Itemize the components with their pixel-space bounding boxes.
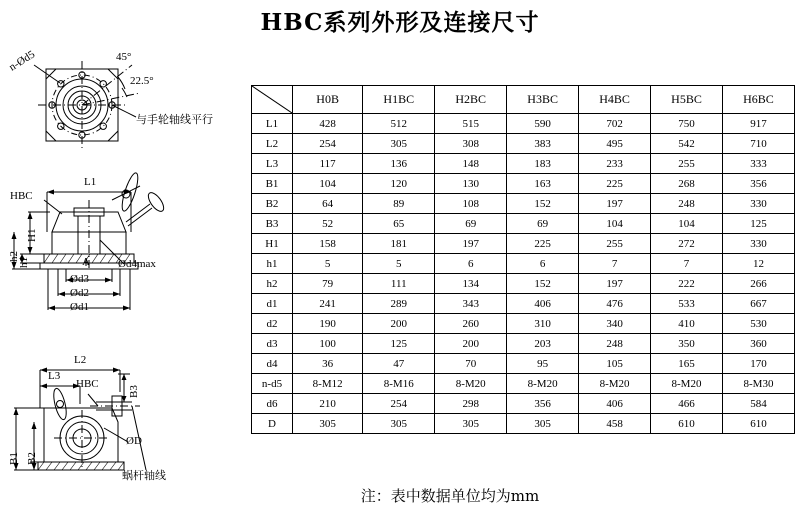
cell: 120 (363, 174, 435, 194)
row-label: d1 (252, 294, 293, 314)
cell: 8-M30 (722, 374, 794, 394)
cell: 590 (507, 114, 579, 134)
cell: 170 (722, 354, 794, 374)
cell: 272 (651, 234, 723, 254)
cell: 12 (722, 254, 794, 274)
cell: 268 (651, 174, 723, 194)
flange-face-svg (8, 55, 243, 160)
label-D: ØD (126, 435, 142, 447)
cell: 266 (722, 274, 794, 294)
row-label: B2 (252, 194, 293, 214)
label-L1: L1 (84, 176, 97, 188)
col-header-2: H2BC (435, 86, 507, 114)
cell: 152 (507, 274, 579, 294)
label-d3: Ød3 (70, 273, 89, 285)
table-row (252, 354, 795, 374)
cell: 383 (507, 134, 579, 154)
cell: 6 (507, 254, 579, 274)
cell: 305 (363, 134, 435, 154)
table-row (252, 334, 795, 354)
cell: 163 (507, 174, 579, 194)
cell: 125 (722, 214, 794, 234)
row-label: D (252, 414, 293, 434)
spec-table (251, 85, 795, 434)
cell: 330 (722, 234, 794, 254)
col-header-0: H0B (293, 86, 363, 114)
label-A: A (82, 256, 90, 268)
cell: 52 (293, 214, 363, 234)
cell: 305 (435, 414, 507, 434)
table-row (252, 314, 795, 334)
cell: 917 (722, 114, 794, 134)
col-header-3: H3BC (507, 86, 579, 114)
table-head (252, 86, 795, 114)
table-corner-cell (252, 86, 293, 114)
cell: 190 (293, 314, 363, 334)
cell: 710 (722, 134, 794, 154)
label-B3: B3 (128, 385, 140, 398)
row-label: L2 (252, 134, 293, 154)
label-h2: h2 (8, 251, 20, 262)
cell: 165 (651, 354, 723, 374)
cell: 8-M12 (293, 374, 363, 394)
cell: 702 (579, 114, 651, 134)
cell: 750 (651, 114, 723, 134)
cell: 111 (363, 274, 435, 294)
label-angle-45: 45° (116, 51, 132, 63)
cell: 584 (722, 394, 794, 414)
label-worm-axis: 蜗杆轴线 (122, 469, 166, 482)
cell: 100 (293, 334, 363, 354)
cell: 95 (507, 354, 579, 374)
cell: 130 (435, 174, 507, 194)
cell: 410 (651, 314, 723, 334)
cell: 8-M16 (363, 374, 435, 394)
label-angle-22-5: 22.5° (130, 75, 154, 87)
cell: 340 (579, 314, 651, 334)
cell: 183 (507, 154, 579, 174)
cell: 255 (651, 154, 723, 174)
cell: 104 (293, 174, 363, 194)
cell: 64 (293, 194, 363, 214)
row-label: d2 (252, 314, 293, 334)
cell: 289 (363, 294, 435, 314)
cell: 65 (363, 214, 435, 234)
row-label: d4 (252, 354, 293, 374)
front-elevation-svg (0, 170, 250, 335)
cell: 79 (293, 274, 363, 294)
cell: 197 (579, 274, 651, 294)
cell: 225 (507, 234, 579, 254)
cell: 70 (435, 354, 507, 374)
table-row (252, 154, 795, 174)
cell: 105 (579, 354, 651, 374)
page-title: HBC系列外形及连接尺寸 (260, 9, 540, 36)
cell: 148 (435, 154, 507, 174)
cell: 350 (651, 334, 723, 354)
cell: 69 (507, 214, 579, 234)
cell: 356 (507, 394, 579, 414)
table-row (252, 414, 795, 434)
cell: 36 (293, 354, 363, 374)
side-elevation-drawing (0, 350, 250, 500)
cell: 8-M20 (435, 374, 507, 394)
cell: 428 (293, 114, 363, 134)
label-L2: L2 (74, 354, 87, 366)
front-elevation-drawing (0, 170, 250, 335)
table-row (252, 294, 795, 314)
cell: 47 (363, 354, 435, 374)
table-body (252, 114, 795, 434)
label-HBC-side: HBC (76, 378, 99, 390)
cell: 248 (579, 334, 651, 354)
cell: 210 (293, 394, 363, 414)
cell: 136 (363, 154, 435, 174)
table-row (252, 134, 795, 154)
cell: 152 (507, 194, 579, 214)
cell: 134 (435, 274, 507, 294)
cell: 343 (435, 294, 507, 314)
table-row (252, 274, 795, 294)
row-label: L1 (252, 114, 293, 134)
cell: 104 (579, 214, 651, 234)
label-HBC-front: HBC (10, 190, 33, 202)
cell: 254 (363, 394, 435, 414)
cell: 260 (435, 314, 507, 334)
cell: 330 (722, 194, 794, 214)
table-row (252, 254, 795, 274)
cell: 298 (435, 394, 507, 414)
cell: 458 (579, 414, 651, 434)
flange-face-drawing (6, 48, 243, 160)
units-footnote: 注：表中数据单位均为mm (360, 487, 540, 505)
row-label: h1 (252, 254, 293, 274)
label-B2: B2 (26, 452, 38, 465)
cell: 200 (435, 334, 507, 354)
cell: 181 (363, 234, 435, 254)
cell: 667 (722, 294, 794, 314)
table-row (252, 194, 795, 214)
cell: 248 (651, 194, 723, 214)
row-label: L3 (252, 154, 293, 174)
label-H1: H1 (26, 228, 38, 242)
label-d1: Ød1 (70, 301, 89, 313)
cell: 310 (507, 314, 579, 334)
table-row (252, 214, 795, 234)
cell: 125 (363, 334, 435, 354)
label-n-d5: n-Ød5 (6, 48, 38, 74)
col-header-1: H1BC (363, 86, 435, 114)
table-row (252, 174, 795, 194)
cell: 5 (363, 254, 435, 274)
cell: 360 (722, 334, 794, 354)
table-row (252, 114, 795, 134)
cell: 254 (293, 134, 363, 154)
cell: 222 (651, 274, 723, 294)
cell: 356 (722, 174, 794, 194)
cell: 6 (435, 254, 507, 274)
label-d2: Ød2 (70, 287, 89, 299)
cell: 200 (363, 314, 435, 334)
col-header-4: H4BC (579, 86, 651, 114)
label-d4max: Ød4max (118, 258, 156, 270)
cell: 69 (435, 214, 507, 234)
cell: 530 (722, 314, 794, 334)
cell: 406 (579, 394, 651, 414)
cell: 542 (651, 134, 723, 154)
table-row (252, 234, 795, 254)
row-label: h2 (252, 274, 293, 294)
cell: 5 (293, 254, 363, 274)
cell: 406 (507, 294, 579, 314)
cell: 7 (651, 254, 723, 274)
cell: 495 (579, 134, 651, 154)
label-B1: B1 (8, 452, 20, 465)
row-label: n-d5 (252, 374, 293, 394)
col-header-5: H5BC (651, 86, 723, 114)
cell: 305 (507, 414, 579, 434)
cell: 108 (435, 194, 507, 214)
row-label: d3 (252, 334, 293, 354)
row-label: d6 (252, 394, 293, 414)
label-parallel-note: 与手轮轴线平行 (136, 113, 213, 126)
cell: 8-M20 (507, 374, 579, 394)
diagonal-divider-icon (252, 86, 292, 113)
cell: 158 (293, 234, 363, 254)
row-label: B3 (252, 214, 293, 234)
cell: 512 (363, 114, 435, 134)
cell: 515 (435, 114, 507, 134)
cell: 255 (579, 234, 651, 254)
table-header-row (252, 86, 795, 114)
row-label: H1 (252, 234, 293, 254)
cell: 89 (363, 194, 435, 214)
col-header-6: H6BC (722, 86, 794, 114)
label-h1: h1 (18, 257, 30, 268)
cell: 197 (435, 234, 507, 254)
cell: 305 (363, 414, 435, 434)
cell: 610 (722, 414, 794, 434)
cell: 233 (579, 154, 651, 174)
cell: 7 (579, 254, 651, 274)
label-L3: L3 (48, 370, 61, 382)
cell: 203 (507, 334, 579, 354)
cell: 308 (435, 134, 507, 154)
cell: 610 (651, 414, 723, 434)
cell: 8-M20 (651, 374, 723, 394)
cell: 117 (293, 154, 363, 174)
table-row (252, 374, 795, 394)
row-label: B1 (252, 174, 293, 194)
cell: 533 (651, 294, 723, 314)
cell: 225 (579, 174, 651, 194)
cell: 104 (651, 214, 723, 234)
cell: 333 (722, 154, 794, 174)
table-row (252, 394, 795, 414)
cell: 8-M20 (579, 374, 651, 394)
cell: 241 (293, 294, 363, 314)
cell: 476 (579, 294, 651, 314)
cell: 305 (293, 414, 363, 434)
cell: 466 (651, 394, 723, 414)
cell: 197 (579, 194, 651, 214)
